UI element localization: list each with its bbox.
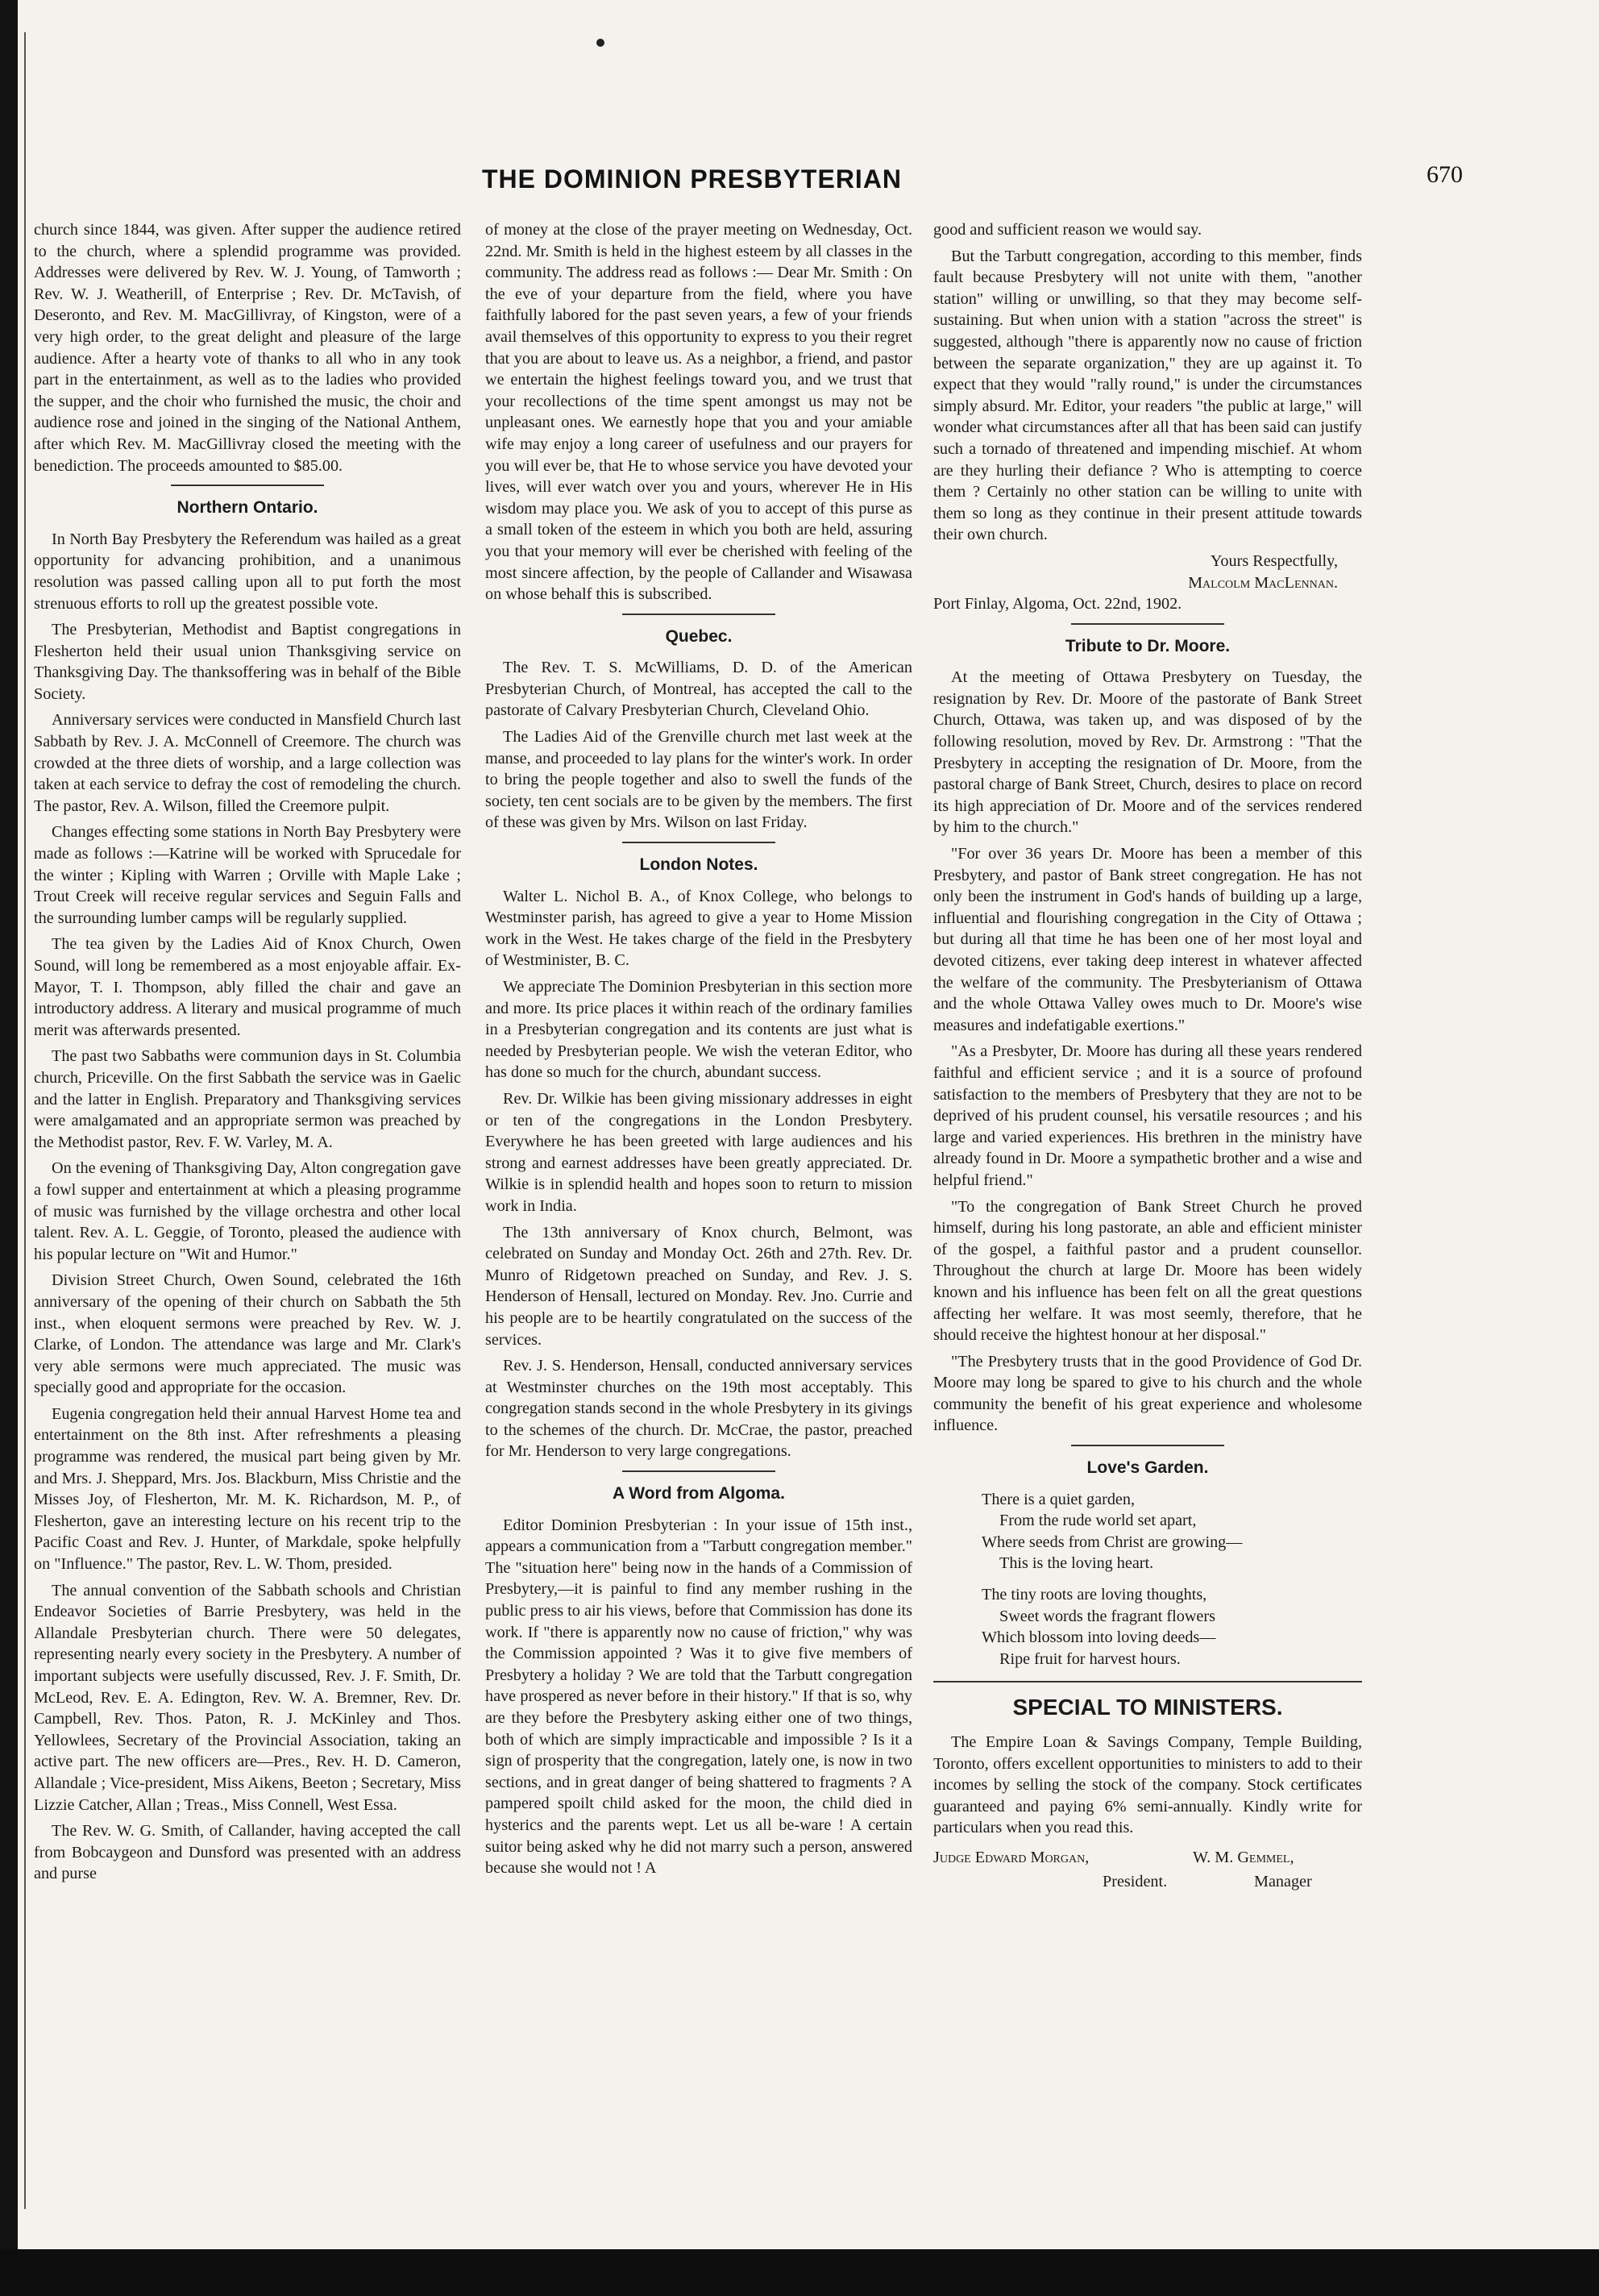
article-paragraph: Division Street Church, Owen Sound, celebrated the 16th anniversary of the opening of their church on Sabbath the 5th inst., when eloquent sermons were preached by Rev. W. J. Clarke, of London. The attendance was large and Mr. Clark's very able sermons were much appreciated. The music was specially good and appropriate for the occasion. [34,1271,461,1397]
divider [622,1470,775,1472]
article-paragraph: Walter L. Nichol B. A., of Knox College, who belongs to Westminster parish, has agreed to give a year to Home Mission work in the West. He takes charge of the field in the Presbytery of Westminister, B. C. [485,887,912,970]
poem-line: From the rude world set apart, [999,1512,1197,1530]
article-paragraph: The Presbyterian, Methodist and Baptist congregations in Flesherton held their usual union Thanksgiving service on Thanksgiving Day. The thanksoffering was in behalf of the Bible Society. [34,621,461,703]
left-edge-rule [0,0,18,2296]
divider [622,842,775,843]
divider [933,1681,1362,1682]
article-paragraph: The Rev. T. S. McWilliams, D. D. of the American Presbyterian Church, of Montreal, has accepted the call to the pastorate of Calvary Presbyterian Church, Cleveland Ohio. [485,659,912,720]
column-left [34,219,461,1890]
column-middle [485,219,912,1884]
poem-line: There is a quiet garden, [982,1490,1136,1508]
article-paragraph: Editor Dominion Presbyterian : In your issue of 15th inst., appears a communication from a "Tarbutt congregation member." The "situation here" being now in the hands of a Commission of Presbytery,—it is painful to find any member rushing in the public press to air his views, before that Commission has done its work. If "there is apparently now no cause of friction," why was the Commission appointed ? Was it to give five members of Presbytery a holiday ? We are told that the Tarbutt congregation have prospered as never before in their history." If that is so, why are they before the Presbytery asking either one of two things, both of which are simply impracticable and impossible ? Is it a sign of prosperity that the congregation, lately one, is now in two sections, and in great danger of being shattered to fragments ? A pampered spoilt child asked for the moon, the child died in hysterics and the parents wept. Let us all be-ware ! A certain suitor being asked why he did not marry such a person, answered because she would not ! A [485,1516,912,1878]
section-heading-london-notes: London Notes. [639,855,758,875]
section-heading-poem: Love's Garden. [1086,1458,1209,1478]
article-paragraph: Rev. J. S. Henderson, Hensall, conducted anniversary services at Westminster churches on the 19th most acceptably. This congregation stands second in the whole Presbytery in its givings to the schemes of the church. Dr. McCrae, the pastor, preached for Mr. Henderson to very large congregations. [485,1357,912,1461]
article-paragraph: But the Tarbutt congregation, according to this member, finds fault because Presbytery will not unite with them, "another station" willing or unwilling, so that they may become self-sustaining. But when union with a station "across the street" is suggested, although "there is apparently now no cause of friction between the separate organization," they are up against it. To expect that they would "rally round," is under the circumstances simply absurd. Mr. Editor, your readers "the public at large," will wonder what circumstances after all that has been said can justify such a tornado of threatened and impending mischief. At whom are they hurling their defiance ? Who is attempting to coerce them ? Certainly no other station can be willing to unite with them so long as they continue in their present attitude towards their own church. [933,247,1362,544]
article-paragraph: Eugenia congregation held their annual Harvest Home tea and entertainment on the 8th inst. After refreshments a pleasing programme was rendered, the musical part being given by Mr. and Mrs. J. Sheppard, Mrs. Jos. Blackburn, Miss Christie and the Misses Joy, of Flesherton, Mr. M. K. Richardson, M. P., of Flesherton, gave an interesting lecture on his recent trip to the Pacific Coast and Rev. J. Hunter, of Markdale, spoke helpfully on "Influence." The pastor, Rev. L. W. Thom, presided. [34,1404,461,1574]
divider [622,614,775,615]
article-paragraph: The annual convention of the Sabbath schools and Christian Endeavor Societies of Barrie Presbytery, was held in the Allandale Presbyterian church. There were 50 delegates, representing nearly every society in the Presbytery. A number of important subjects were usefully discussed, Rev. J. F. Smith, Dr. McLeod, Rev. E. A. Edington, Rev. W. A. Bremner, Rev. Dr. Campbell, Rev. Thos. Paton, R. J. McKinley and Thos. Yellowlees, Secretary of the Provincial Association, taking an active part. The new officers are—Pres., Rev. H. D. Cameron, Allandale ; Vice-president, Miss Aikens, Beeton ; Secretary, Miss Lizzie Catcher, Allan ; Treas., Miss Connell, West Essa. [34,1581,461,1814]
article-paragraph: of money at the close of the prayer meeting on Wednesday, Oct. 22nd. Mr. Smith is held in the highest esteem by all classes in the community. The address read as follows :— Dear Mr. Smith : On the eve of your departure from the field, where you have faithfully labored for the past seven years, a few of your friends avail themselves of this opportunity to express to you their regret that you are about to leave us. As a neighbor, a friend, and pastor we entertain the highest feelings toward you, and we trust that your recollections of the time spent amongst us may not be unpleasant ones. We earnestly hope that you and your amiable wife may enjoy a long career of usefulness and our prayers for you will ever be, that He to whose service you have devoted your lives, will ever watch over you and yours, wherever He in His wisdom may place you. We ask of you to accept of this purse as a small token of the esteem in which you both are held, assuring you that your memory will ever be cherished with feeling of the most sincere affection, by the people of Callander and Wisawasa on whose behalf this is subscribed. [485,221,912,604]
poem-line: This is the loving heart. [999,1554,1154,1573]
letter-dateline: Port Finlay, Algoma, Oct. 22nd, 1902. [933,595,1182,614]
divider [1071,623,1224,625]
poem-stanza [982,1584,1362,1670]
article-paragraph: The Ladies Aid of the Grenville church met last week at the manse, and proceeded to lay plans for the winter's work. In order to bring the people together and also to swell the funds of the society, ten cent socials are to be given by the members. The first of these was given by Mrs. Wilson on last Friday. [485,728,912,832]
page-mark [596,39,604,47]
left-inner-rule [24,32,26,2209]
officer-name: Judge Edward Morgan, [933,1848,1090,1866]
section-heading-northern-ontario: Northern Ontario. [177,498,318,518]
masthead-title: THE DOMINION PRESBYTERIAN [482,164,903,193]
divider [171,485,324,486]
article-paragraph: On the evening of Thanksgiving Day, Alton congregation gave a fowl supper and entertainment at which a pleasing programme of music was furnished by the village orchestra and other local talent. Rev. A. L. Geggie, of Toronto, pleased the audience with his popular lecture on "Wit and Humor." [34,1159,461,1263]
poem [982,1489,1362,1670]
article-paragraph: "To the congregation of Bank Street Church he proved himself, during his long pastorate, an able and efficient minister of the gospel, a faithful pastor and a prudent counsellor. Throughout the church at large Dr. Moore has been widely known and his influence has been felt on all the great questions affecting her welfare. It was most seemly, therefore, that he should receive the hightest honour at her disposal." [933,1197,1362,1345]
article-paragraph: "The Presbytery trusts that in the good Providence of God Dr. Moore may long be spared to give to his church and the whole community the benefit of his great experience and wholesome influence. [933,1352,1362,1435]
poem-line: Sweet words the fragrant flowers [999,1607,1215,1625]
advertisement-officers [933,1847,1362,1895]
section-heading-algoma: A Word from Algoma. [613,1484,785,1504]
divider [1071,1445,1224,1446]
article-paragraph: The Rev. W. G. Smith, of Callander, having accepted the call from Bobcaygeon and Dunsford was presented with an address and purse [34,1822,461,1883]
advertisement-heading: SPECIAL TO MINISTERS. [1012,1695,1283,1720]
article-paragraph: church since 1844, was given. After supper the audience retired to the church, where a splendid programme was provided. Addresses were delivered by Rev. W. J. Young, of Tamworth ; Rev. W. J. Weatherill, of Enterprise ; Rev. Dr. McTavish, of Deseronto, and Rev. M. MacGillivray, of Kingston, were of a very high order, to the great delight and pleasure of the large audience. After a hearty vote of thanks to all who in any took part in the entertainment, as well as to the ladies who provided the supper, and the choir who furnished the music, the choir and audience rose and joined in the singing of the National Anthem, after which Rev. M. MacGillivray closed the meeting with the benediction. The proceeds amounted to $85.00. [34,221,461,475]
poem-line: The tiny roots are loving thoughts, [982,1586,1207,1604]
advertisement-text: The Empire Loan & Savings Company, Temple Building, Toronto, offers excellent opportunities to ministers to add to their incomes by selling the stock of the company. Stock certificates guaranteed and paying 6% semi-annually. Kindly write for particulars when you read this. [933,1733,1362,1837]
article-paragraph: Changes effecting some stations in North Bay Presbytery were made as follows :—Katrine will be worked with Sprucedale for the winter ; Kipling with Warren ; Orville with Maple Lake ; Trout Creek will receive regular services and Seguin Falls and the surrounding lumber camps will be regularly supplied. [34,823,461,927]
column-right [933,219,1362,1895]
letter-signature: Malcolm MacLennan. [1188,573,1338,592]
article-paragraph: The tea given by the Ladies Aid of Knox Church, Owen Sound, will long be remembered as a most enjoyable affair. Ex-Mayor, T. I. Thompson, ably filled the chair and gave an introductory address. A literary and musical programme of much merit was afterwards presented. [34,935,461,1039]
article-paragraph: In North Bay Presbytery the Referendum was hailed as a great opportunity for advancing prohibition, and a unanimous resolution was passed calling upon all to put forth the most strenuous efforts to roll up the greatest possible vote. [34,530,461,613]
scan-bottom-edge [0,2249,1599,2296]
page-number: 670 [1427,161,1463,188]
article-paragraph: "As a Presbyter, Dr. Moore has during all these years rendered faithful and efficient service ; and it is a source of profound satisfaction to the members of Presbytery that they are not to be deprived of his prudent counsel, his versatile resources ; and his large and varied experiences. His brethren in the ministry have already found in Dr. Moore a sympathetic brother and a wise and helpful friend." [933,1042,1362,1189]
article-paragraph: At the meeting of Ottawa Presbytery on Tuesday, the resignation by Rev. Dr. Moore of the pastorate of Bank Street Church, Ottawa, was taken up, and was disposed of by the following resolution, moved by Rev. Dr. Armstrong : "That the Presbytery in accepting the resignation of Dr. Moore, from the pastoral charge of Bank Street, Church, desires to place on record its high appreciation of Dr. Moore and of the services rendered by him to the church." [933,668,1362,837]
letter-closing: Yours Respectfully, [1210,551,1338,570]
poem-line: Ripe fruit for harvest hours. [999,1649,1181,1668]
article-paragraph: good and sufficient reason we would say. [933,221,1202,239]
officer-name: W. M. Gemmel, [1193,1848,1294,1866]
article-paragraph: "For over 36 years Dr. Moore has been a member of this Presbytery, and pastor of Bank street congregation. He has not only been the instrument in God's hands of building up a large, influential and flourishing congregation in the City of Ottawa ; but during all that time he has been one of her most loyal and devoted citizens, ever taking deep interest in whatever affected the welfare of the community. The Presbyterianism of Ottawa and the whole Ottawa Valley owes much to Dr. Moore's wise measures and indefatigable exertions." [933,845,1362,1034]
section-heading-quebec: Quebec. [665,626,733,646]
section-heading-tribute: Tribute to Dr. Moore. [1065,636,1231,655]
article-paragraph: The past two Sabbaths were communion days in St. Columbia church, Priceville. On the first Sabbath the service was in Gaelic and the latter in English. Preparatory and Thanksgiving services were amalgamated and an appropriate sermon was preached by the Methodist pastor, Rev. F. W. Varley, M. A. [34,1047,461,1151]
article-paragraph: Anniversary services were conducted in Mansfield Church last Sabbath by Rev. J. A. McConnell of Creemore. The church was crowded at the three diets of worship, and a large collection was taken at each service to defray the cost of remodeling the church. The pastor, Rev. A. Wilson, filled the Creemore pulpit. [34,711,461,815]
article-paragraph: Rev. Dr. Wilkie has been giving missionary addresses in eight or ten of the congregations in the London Presbytery. Everywhere he has been greeted with large audiences and his strong and earnest addresses have been greatly appreciated. Dr. Wilkie is in splendid health and hopes soon to return to mission work in India. [485,1089,912,1215]
poem-line: Which blossom into loving deeds— [982,1628,1216,1647]
officer-title: Manager [1254,1872,1312,1890]
poem-stanza [982,1489,1362,1574]
article-paragraph: We appreciate The Dominion Presbyterian in this section more and more. Its price places it within reach of the ordinary families in a Presbyterian congregation and its contents are just what is needed by Presbyterian people. We wish the veteran Editor, who has done so much for the church, abundant success. [485,978,912,1082]
article-paragraph: The 13th anniversary of Knox church, Belmont, was celebrated on Sunday and Monday Oct. 26th and 27th. Rev. Dr. Munro of Ridgetown preached on Sunday, and Rev. J. S. Henderson of Hensall, lectured on Monday. Rev. Jno. Currie and his people are to be heartily congratulated on the success of the services. [485,1223,912,1349]
poem-line: Where seeds from Christ are growing— [982,1533,1243,1551]
officer-title: President. [1103,1872,1168,1890]
